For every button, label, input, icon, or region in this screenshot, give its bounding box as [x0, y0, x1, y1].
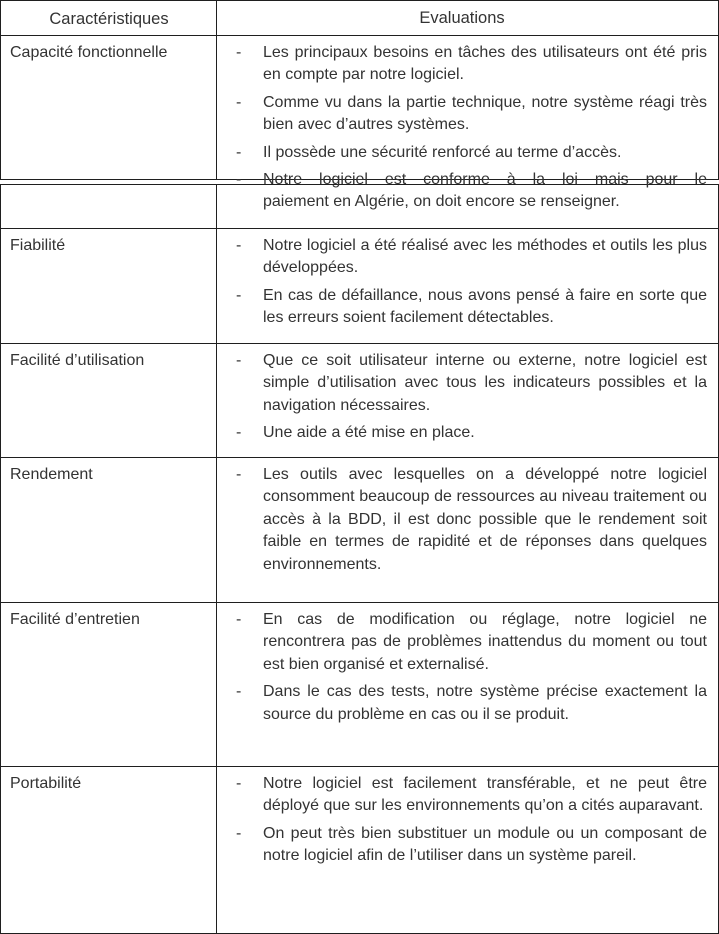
dash-bullet-icon: -: [236, 143, 242, 161]
evaluation-text: Notre logiciel est facilement transférable, et ne peut être déployé que sur les environnements qu’on a cités auparavant.: [263, 775, 707, 815]
evaluation-cell: [217, 185, 718, 228]
evaluation-text: Une aide a été mise en place.: [263, 424, 475, 442]
evaluation-item: [217, 823, 707, 868]
characteristic-label: Portabilité: [1, 767, 217, 933]
evaluation-text: Dans le cas des tests, notre système précise exactement la source du problème en cas ou il se produit.: [263, 683, 707, 723]
characteristic-label: Capacité fonctionnelle: [1, 36, 217, 179]
dash-bullet-icon: -: [236, 352, 242, 369]
evaluation-item: [217, 464, 707, 576]
table-row: [0, 229, 719, 344]
evaluation-text: Comme vu dans la partie technique, notre système réagi très bien avec d’autres systèmes.: [263, 93, 707, 134]
evaluation-text: En cas de défaillance, nous avons pensé à faire en sorte que les erreurs soient facilement détectables.: [263, 286, 707, 327]
dash-bullet-icon: -: [236, 683, 242, 701]
evaluation-text: Notre logiciel est conforme à la loi mais pour le: [263, 171, 707, 189]
characteristic-label: Fiabilité: [1, 229, 217, 343]
characteristic-label: Facilité d’utilisation: [1, 344, 217, 457]
evaluation-text: En cas de modification ou réglage, notre logiciel ne rencontrera pas de problèmes inattendus du moment ou tout est bien organisé et externalisé.: [263, 611, 707, 673]
evaluation-item: [217, 285, 707, 330]
table-row: [0, 36, 719, 189]
table-row: [0, 603, 719, 767]
table-row: [0, 767, 719, 934]
evaluation-text: Les outils avec lesquelles on a développé notre logiciel consomment beaucoup de ressources au niveau traitement ou accès à la BDD, il est donc possible que le rendement soit faible en termes de rapidité et de réponses dans quelques environnements.: [263, 466, 707, 573]
evaluation-text: Il possède une sécurité renforcé au terme d’accès.: [263, 143, 622, 161]
column-header-evaluations: Evaluations: [419, 9, 505, 27]
dash-bullet-icon: -: [236, 171, 242, 189]
dash-bullet-icon: -: [236, 44, 242, 61]
table-row: [0, 184, 719, 229]
evaluation-text: paiement en Algérie, on doit encore se renseigner.: [263, 193, 620, 210]
evaluation-item: [217, 92, 707, 137]
column-header-caracteristiques: Caractéristiques: [1, 1, 217, 35]
evaluation-cell: [217, 229, 718, 343]
dash-bullet-icon: -: [236, 237, 242, 254]
evaluation-item: [217, 609, 707, 676]
evaluation-item: [217, 42, 707, 87]
dash-bullet-icon: -: [236, 824, 242, 842]
evaluation-cell: [217, 36, 718, 189]
characteristic-label: [1, 185, 217, 228]
evaluation-text: Notre logiciel a été réalisé avec les méthodes et outils les plus développées.: [263, 237, 707, 277]
evaluation-text: Que ce soit utilisateur interne ou externe, notre logiciel est simple d’utilisation avec tous les indicateurs possibles et la navigation nécessaires.: [263, 352, 707, 414]
evaluation-item: [217, 142, 707, 164]
evaluation-text: Les principaux besoins en tâches des utilisateurs ont été pris en compte par notre logiciel.: [263, 44, 707, 84]
dash-bullet-icon: -: [236, 466, 242, 483]
evaluation-cell: [217, 603, 718, 766]
evaluation-cell: [217, 458, 718, 602]
table-row: [0, 458, 719, 603]
dash-bullet-icon: -: [236, 93, 242, 111]
dash-bullet-icon: -: [236, 286, 242, 304]
dash-bullet-icon: -: [236, 775, 242, 792]
evaluation-cell: [217, 344, 718, 457]
dash-bullet-icon: -: [236, 611, 242, 628]
evaluation-text: On peut très bien substituer un module ou un composant de notre logiciel afin de l’utiliser dans un système pareil.: [263, 824, 707, 865]
dash-bullet-icon: -: [236, 424, 242, 442]
evaluation-cell: [217, 767, 718, 933]
characteristic-label: Facilité d’entretien: [1, 603, 217, 766]
characteristic-label: Rendement: [1, 458, 217, 602]
table-row: [0, 344, 719, 458]
evaluation-item: [217, 681, 707, 726]
evaluation-item: [217, 422, 707, 444]
evaluation-item: [217, 169, 707, 191]
evaluation-item: [217, 191, 707, 213]
evaluation-item: [217, 235, 707, 280]
evaluation-item: [217, 773, 707, 818]
table-header-row: [0, 0, 719, 36]
evaluation-item: [217, 350, 707, 417]
